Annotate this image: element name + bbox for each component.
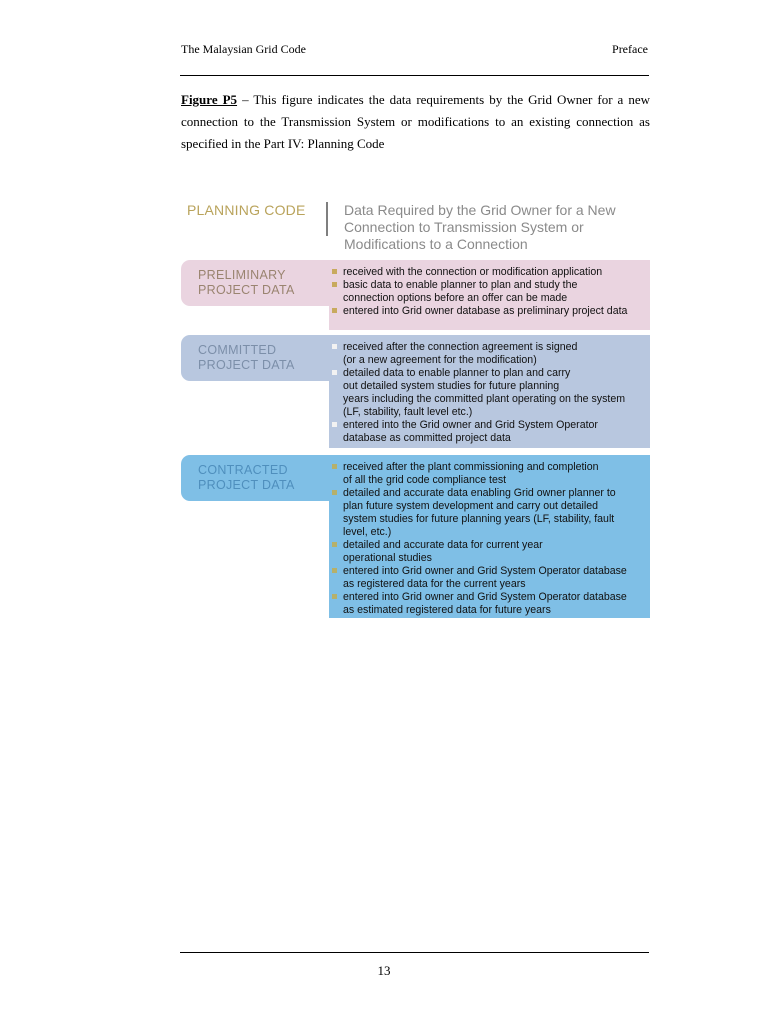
planning-code-title: PLANNING CODE	[187, 202, 306, 218]
bullet-square-icon	[332, 344, 337, 349]
bullet-square-icon	[332, 308, 337, 313]
page-number: 13	[377, 963, 391, 978]
bullet-item	[331, 487, 649, 539]
bullet-square-icon	[332, 594, 337, 599]
bullet-text: entered into Grid owner and Grid System Operator database as registered data for the current years	[343, 565, 627, 590]
section-label: PRELIMINARY PROJECT DATA	[198, 268, 295, 297]
bullet-square-icon	[332, 422, 337, 427]
bullet-square-icon	[332, 282, 337, 287]
bullet-text: detailed and accurate data for current year operational studies	[343, 539, 543, 564]
bullet-item	[331, 266, 649, 279]
section-preliminary-project-data	[181, 260, 650, 330]
running-header-section: Preface	[612, 42, 648, 56]
planning-code-diagram	[181, 196, 650, 620]
bullet-square-icon	[332, 370, 337, 375]
bullet-square-icon	[332, 568, 337, 573]
bullet-square-icon	[332, 490, 337, 495]
bullet-text: received after the plant commissioning and completion of all the grid code compliance test	[343, 461, 599, 486]
bullet-item	[331, 367, 649, 419]
bullet-item	[331, 419, 649, 445]
footer-rule	[180, 952, 649, 953]
section-label: COMMITTED PROJECT DATA	[198, 343, 295, 372]
bullet-item	[331, 539, 649, 565]
bullet-text: basic data to enable planner to plan and study the connection options before an offer can be made	[343, 279, 578, 304]
bullet-item	[331, 591, 649, 617]
bullet-text: detailed data to enable planner to plan and carry out detailed system studies for future planning years including the committed plant operating on the system (LF, stability, fault level etc.)	[343, 367, 626, 418]
bullet-text: entered into Grid owner and Grid System Operator database as estimated registered data for future years	[343, 591, 627, 616]
bullet-list	[331, 341, 649, 445]
data-required-heading: Data Required by the Grid Owner for a New Connection to Transmission System or Modifications to a Connection	[344, 202, 616, 252]
figure-caption-text: – This figure indicates the data requirements by the Grid Owner for a new connection to the Transmission System or modifications to an existing connection as specified in the Part IV: Planning Code	[181, 92, 650, 151]
bullet-list	[331, 461, 649, 617]
bullet-square-icon	[332, 464, 337, 469]
bullet-item	[331, 279, 649, 305]
bullet-item	[331, 461, 649, 487]
bullet-list	[331, 266, 649, 318]
bullet-item	[331, 341, 649, 367]
section-label: CONTRACTED PROJECT DATA	[198, 463, 295, 492]
title-divider	[326, 202, 328, 236]
bullet-item	[331, 565, 649, 591]
header-rule	[180, 75, 649, 76]
bullet-text: received after the connection agreement is signed (or a new agreement for the modification)	[343, 341, 578, 366]
section-contracted-project-data	[181, 455, 650, 618]
section-committed-project-data	[181, 335, 650, 448]
bullet-item	[331, 305, 649, 318]
bullet-text: received with the connection or modification application	[343, 266, 603, 278]
bullet-square-icon	[332, 269, 337, 274]
figure-label: Figure P5	[181, 92, 238, 107]
figure-caption	[181, 89, 650, 155]
bullet-text: detailed and accurate data enabling Grid owner planner to plan future system development and carry out detailed system studies for future planning years (LF, stability, fault level, etc.)	[343, 487, 616, 538]
bullet-square-icon	[332, 542, 337, 547]
bullet-text: entered into Grid owner database as preliminary project data	[343, 305, 628, 317]
running-header-title: The Malaysian Grid Code	[181, 42, 306, 56]
bullet-text: entered into the Grid owner and Grid System Operator database as committed project data	[343, 419, 598, 444]
